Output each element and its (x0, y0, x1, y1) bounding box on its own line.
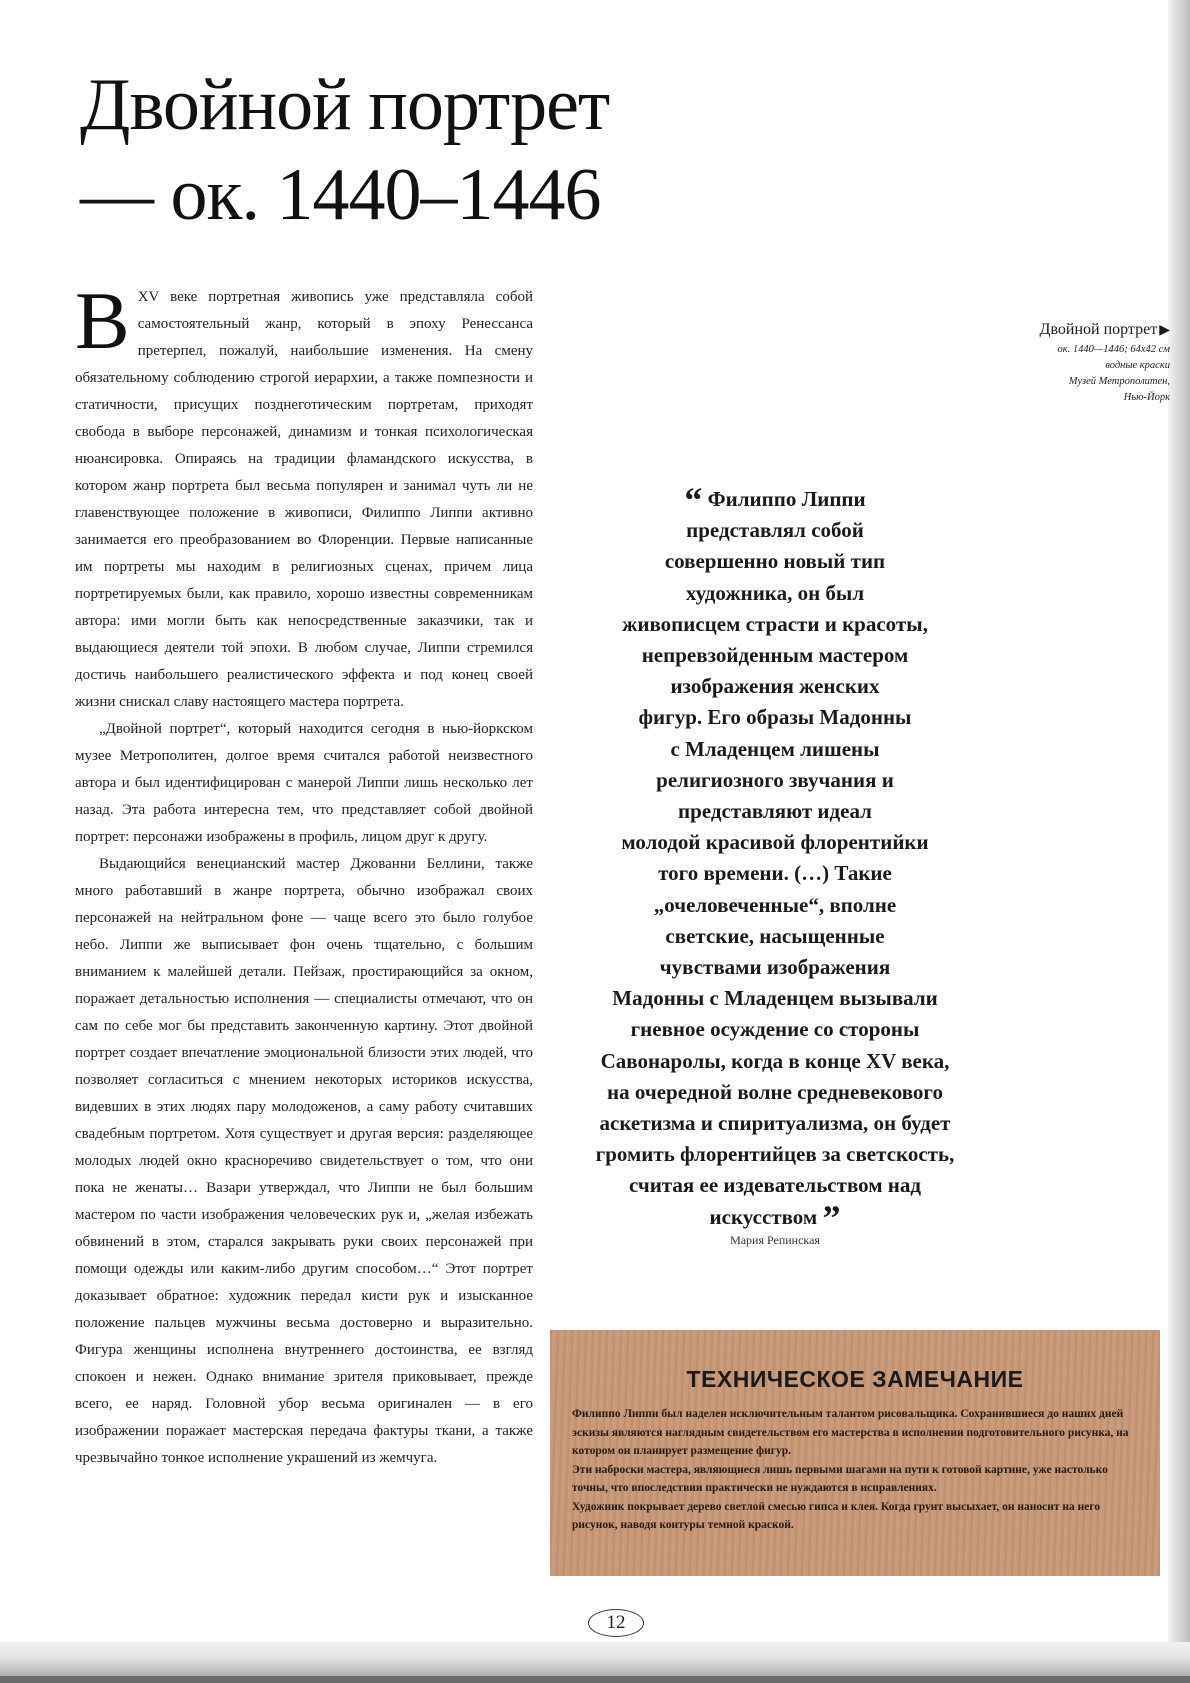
artwork-caption (980, 319, 1170, 406)
quote-line: молодой красивой флорентийки (621, 830, 929, 855)
page-title (80, 60, 609, 240)
quote-line: “ Филиппо Липпи (684, 480, 866, 520)
quote-line: светские, насыщенные (665, 923, 885, 948)
page-number: 12 (588, 1609, 644, 1637)
caption-city: Нью-Йорк (1123, 392, 1170, 403)
quote-line: гневное осуждение со стороны (630, 1017, 920, 1042)
technical-note-title: ТЕХНИЧЕСКОЕ ЗАМЕЧАНИЕ (686, 1366, 1024, 1392)
quote-line: на очередной волне средневекового (607, 1079, 943, 1104)
quote-line: чувствами изображения (659, 955, 891, 980)
quote-line: с Младенцем лишены (670, 736, 880, 761)
quote-line: фигур. Его образы Мадонны (638, 705, 912, 730)
technical-note-paragraph: Художник покрывает дерево светлой смесью гипса и клея. Когда грунт высыхает, он наносит на него рисунок, наводя контуры темной краской. (572, 1500, 1101, 1531)
caption-museum: Музей Метрополитен, (1068, 376, 1170, 387)
quote-line: аскетизма и спиритуализма, он будет (599, 1111, 951, 1136)
quote-line: „очеловеченные“, вполне (653, 892, 897, 917)
quote-author: Мария Репинская (730, 1233, 820, 1247)
pull-quote (575, 480, 975, 1238)
quote-line: живописцем страсти и красоты, (622, 611, 928, 636)
quote-line: того времени. (…) Такие (658, 861, 892, 886)
quote-line: искусством ” (709, 1197, 841, 1238)
caption-medium: водные краски (1105, 360, 1170, 371)
caption-title: Двойной портрет (1039, 321, 1158, 338)
quote-line: изображения женских (670, 674, 880, 699)
paragraph-text: XV веке портретная живопись уже представляла собой самостоятельный жанр, который в эпоху Ренессанса претерпел, пожалуй, наибольшие изменения. На смену обязательному соблюдению строгой иерархии, а также помпезности и статичности, присущих позднеготическим портретам, приходят свобода в выборе персонажей, динамизм и тонкая психологическая нюансировка. Опираясь на традиции фламандского искусства, в котором жанр портрета был весьма популярен и занимал чуть ли не главенствующее положение в живописи, Филиппо Липпи активно занимается его преобразованием во Флоренции. Первые написанные им портреты мы находим в религиозных сценах, причем лица портретируемых были, как правило, хорошо известны современникам автора: ими могли быть как непосредственные заказчики, так и выдающиеся деятели той эпохи. В любом случае, Липпи стремился достичь наибольшего реалистического эффекта и под конец своей жизни снискал славу настоящего мастера портрета. (75, 289, 533, 710)
technical-note-text (572, 1405, 1142, 1535)
quote-line: представлял собой (686, 518, 864, 543)
caption-date-size: ок. 1440—1446; 64x42 см (1057, 344, 1170, 355)
quote-line: Савонаролы, когда в конце XV века, (600, 1048, 950, 1073)
drop-cap: В (75, 275, 130, 366)
technical-note-paragraph: Филиппо Липпи был наделен исключительным талантом рисовальщика. Сохранившиеся до наших дней эскизы являются наглядным свидетельством его мастерства в исполнении подготовительного рисунка, на котором он планирует размещение фигур. (572, 1408, 1129, 1457)
caption-title-row (980, 319, 1170, 342)
technical-note-paragraph: Эти наброски мастера, являющиеся лишь первыми шагами на пути к готовой картине, уже настолько точны, что впоследствии практически не нуждаются в исправлениях. (572, 1463, 1108, 1494)
open-quote-mark: “ (684, 480, 703, 520)
title-line-2: — ок. 1440–1446 (80, 154, 601, 236)
close-quote-mark: ” (822, 1197, 841, 1238)
article-paragraph: „Двойной портрет“, который находится сегодня в нью-йоркском музее Метрополитен, долгое время считался работой неизвестного автора и был идентифицирован с манерой Липпи лишь несколько лет назад. Эта работа интересна тем, что представляет собой двойной портрет: персонажи изображены в профиль, лицом друг к другу. (75, 721, 533, 845)
quote-line: художника, он был (685, 580, 865, 605)
page-edge-shadow (1168, 0, 1190, 1683)
article-paragraph (75, 275, 533, 716)
article-body (75, 275, 533, 1472)
page-bottom-edge (0, 1676, 1190, 1683)
quote-line: представляют идеал (678, 799, 872, 824)
article-paragraph: Выдающийся венецианский мастер Джованни Беллини, также много работавший в жанре портрета, обычно изображал своих персонажей на нейтральном фоне — чаще всего это было голубое небо. Липпи же выписывает фон очень тщательно, с большим вниманием к малейшей детали. Пейзаж, простирающийся за окном, поражает детальностью исполнения — специалисты отмечают, что он сам по себе мог бы представить законченную картину. Этот двойной портрет создает впечатление эмоциональной близости этих людей, что позволяет согласиться с мнением некоторых историков искусства, видевших в этих людях пару молодоженов, а саму работу считавших свадебным портретом. Хотя существует и другая версия: разделяющее молодых людей окно красноречиво свидетельствует о том, что они пока не женаты… Вазари утверждал, что Липпи не был большим мастером по части изображения человеческих рук и, „желая избежать обвинений в этом, старался закрывать руки своих персонажей при помощи одежды или каким-либо другим способом…“ Этот портрет доказывает обратное: художник передал кисти рук и изысканное положение пальцев мужчины весьма достоверно и выразительно. Фигура женщины исполнена внутреннего достоинства, ее взгляд спокоен и нежен. Однако внимание зрителя приковывает, прежде всего, ее наряд. Головной убор весьма оригинален — в его изображении поражает мастерская передача фактуры ткани, а также чрезвычайно тонкое исполнение украшений из жемчуга. (75, 856, 533, 1466)
quote-line: Мадонны с Младенцем вызывали (612, 986, 938, 1011)
quote-line: громить флорентийцев за светскость, (595, 1142, 955, 1167)
technical-note-box (550, 1330, 1160, 1576)
quote-line: считая ее издевательством над (628, 1173, 922, 1198)
quote-line: религиозного звучания и (656, 767, 894, 792)
quote-line: непревзойденным мастером (641, 643, 909, 668)
triangle-right-icon: ▶ (1159, 323, 1170, 338)
quote-line: совершенно новый тип (664, 549, 886, 574)
title-line-1: Двойной портрет (80, 64, 610, 146)
